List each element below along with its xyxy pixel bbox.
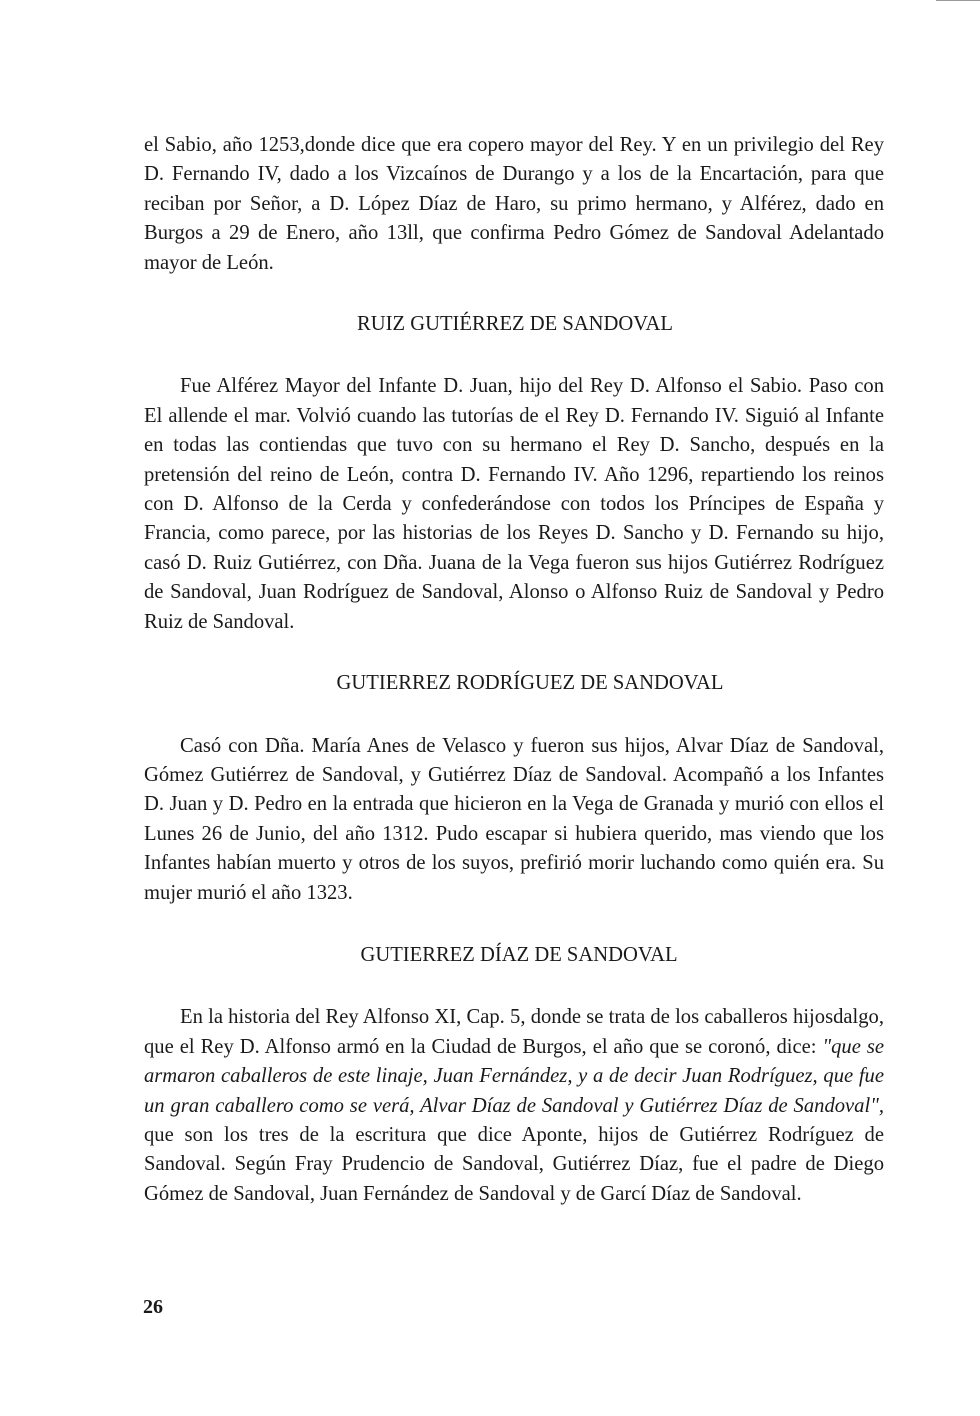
paragraph-gutierrez-diaz [144, 1003, 884, 1209]
section-heading-gutierrez-rodriguez: GUTIERREZ RODRÍGUEZ DE SANDOVAL [336, 672, 724, 695]
section-heading-gutierrez-diaz: GUTIERREZ DÍAZ DE SANDOVAL [360, 943, 678, 966]
paragraph-gutierrez-rodriguez: Casó con Dña. María Anes de Velasco y fueron sus hijos, Alvar Díaz de Sandoval, Gómez Gutiérrez de Sandoval, y Gutiérrez Díaz de Sandoval. Acompañó a los Infantes D. Juan y D. Pedro en la entrada que hicieron en la Vega de Granada y murió con ellos el Lunes 26 de Junio, del año 1312. Pudo escapar si hubiera querido, mas viendo que los Infantes habían muerto y otros de los suyos, prefirió morir luchando como quién era. Su mujer murió el año 1323. [144, 734, 884, 904]
paragraph-continuation: el Sabio, año 1253,donde dice que era copero mayor del Rey. Y en un privilegio del Rey D. Fernando IV, dado a los Vizcaínos de Durango y a los de la Encartación, para que reciban por Señor, a D. López Díaz de Haro, su primo hermano, y Alférez, dado en Burgos a 29 de Enero, año 13ll, que confirma Pedro Gómez de Sandoval Adelantado mayor de León. [144, 134, 884, 274]
paragraph-text-start: En la historia del Rey Alfonso XI, Cap. 5, donde se trata de los caballeros hijosdalgo, que el Rey D. Alfonso armó en la Ciudad de Burgos, el año que se coronó, dice: [144, 1006, 884, 1058]
quoted-text: "que se armaron caballeros de este linaje, Juan Fernández, y a de decir Juan Rodríguez, que fue un gran caballero como se verá, Alvar Díaz de Sandoval y Gutiérrez Díaz de Sandoval", [144, 1035, 884, 1117]
section-heading-ruiz: RUIZ GUTIÉRREZ DE SANDOVAL [357, 313, 673, 336]
document-page [144, 131, 884, 1209]
paragraph-ruiz: Fue Alférez Mayor del Infante D. Juan, hijo del Rey D. Alfonso el Sabio. Paso con El allende el mar. Volvió cuando las tutorías de el Rey D. Fernando IV. Siguió al Infante en todas las contiendas que tuvo con su hermano el Rey D. Sancho, después en la pretensión del reino de León, contra D. Fernando IV. Año 1296, repartiendo los reinos con D. Alfonso de la Cerda y confederándose con todos los Príncipes de España y Francia, como parece, por las historias de los Reyes D. Sancho y D. Fernando su hijo, casó D. Ruiz Gutiérrez, con Dña. Juana de la Vega fueron sus hijos Gutiérrez Rodríguez de Sandoval, Juan Rodríguez de Sandoval, Alonso o Alfonso Ruiz de Sandoval y Pedro Ruiz de Sandoval. [144, 375, 884, 633]
paragraph-text-end: que son los tres de la escritura que dice Aponte, hijos de Gutiérrez Rodríguez de Sandoval. Según Fray Prudencio de Sandoval, Gutiérrez Díaz, fue el padre de Diego Gómez de Sandoval, Juan Fernández de Sandoval y de Garcí Díaz de Sandoval. [144, 1123, 884, 1205]
page-edge-mark [936, 0, 980, 1]
page-number: 26 [143, 1296, 163, 1318]
